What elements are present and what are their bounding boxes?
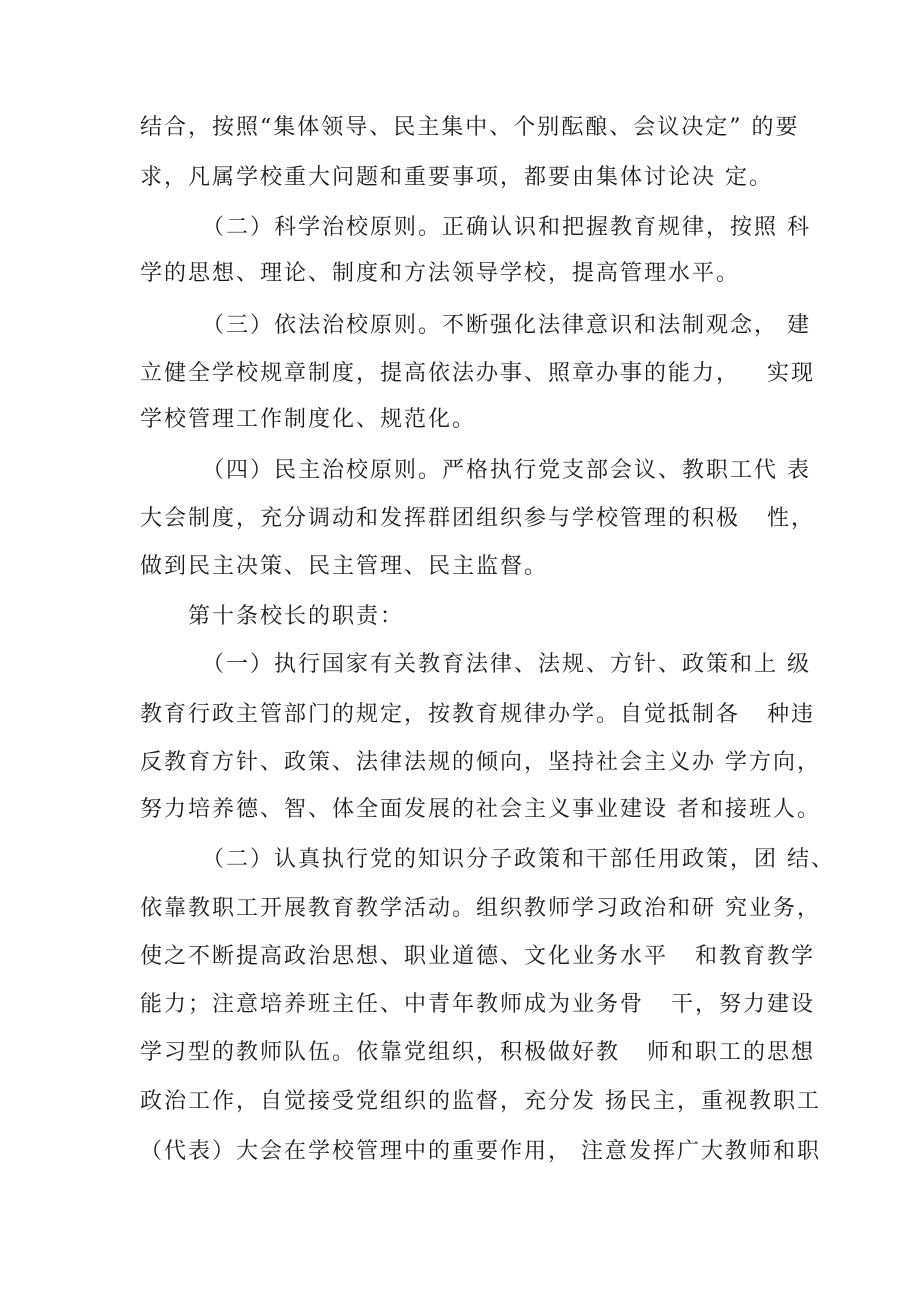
body-line-17: 依靠教职工开展教育教学活动。组织教师学习政治和研 究业务， — [140, 896, 821, 921]
body-line-8: （四）民主治校原则。严格执行党支部会议、教职工代 表 — [202, 458, 811, 483]
body-line-3: （二）科学治校原则。正确认识和把握教育规律，按照 科 — [202, 215, 811, 240]
body-line-18: 使之不断提高政治思想、职业道德、文化业务水平 和教育教学 — [140, 944, 815, 969]
body-line-22: （代表）大会在学校管理中的重要作用， 注意发挥广大教师和职 — [140, 1139, 821, 1164]
body-line-5: （三）依法治校原则。不断强化法律意识和法制观念， 建 — [202, 313, 811, 338]
body-line-10: 做到民主决策、民主管理、民主监督。 — [140, 554, 549, 579]
body-line-6: 立健全学校规章制度，提高依法办事、照章办事的能力， 实现 — [140, 361, 815, 386]
body-line-21: 政治工作，自觉接受党组织的监督，充分发 扬民主，重视教职工 — [140, 1089, 821, 1114]
body-line-15: 努力培养德、智、体全面发展的社会主义事业建设 者和接班人。 — [140, 797, 821, 822]
body-line-13: 教育行政主管部门的规定，按教育规律办学。自觉抵制各 种违 — [140, 702, 815, 727]
body-line-4: 学的思想、理论、制度和方法领导学校，提高管理水平。 — [140, 261, 741, 286]
body-line-14: 反教育方针、政策、法律法规的倾向，坚持社会主义办 学方向， — [140, 750, 821, 775]
body-line-2: 求，凡属学校重大问题和重要事项，都要由集体讨论决 定。 — [140, 165, 773, 190]
body-line-12: （一）执行国家有关教育法律、法规、方针、政策和上 级 — [202, 652, 811, 677]
body-line-1: 结合，按照“集体领导、民主集中、个别酝酿、会议决定” 的要 — [140, 115, 800, 140]
body-line-19: 能力；注意培养班主任、中青年教师成为业务骨 干，努力建设 — [140, 992, 815, 1017]
body-line-20: 学习型的教师队伍。依靠党组织，积极做好教 师和职工的思想 — [140, 1040, 815, 1065]
body-line-9: 大会制度，充分调动和发挥群团组织参与学校管理的积极 性， — [140, 506, 815, 531]
article-heading: 第十条校长的职责： — [188, 604, 405, 629]
body-line-7: 学校管理工作制度化、规范化。 — [140, 407, 477, 432]
body-line-16: （二）认真执行党的知识分子政策和干部任用政策，团 结、 — [202, 847, 835, 872]
